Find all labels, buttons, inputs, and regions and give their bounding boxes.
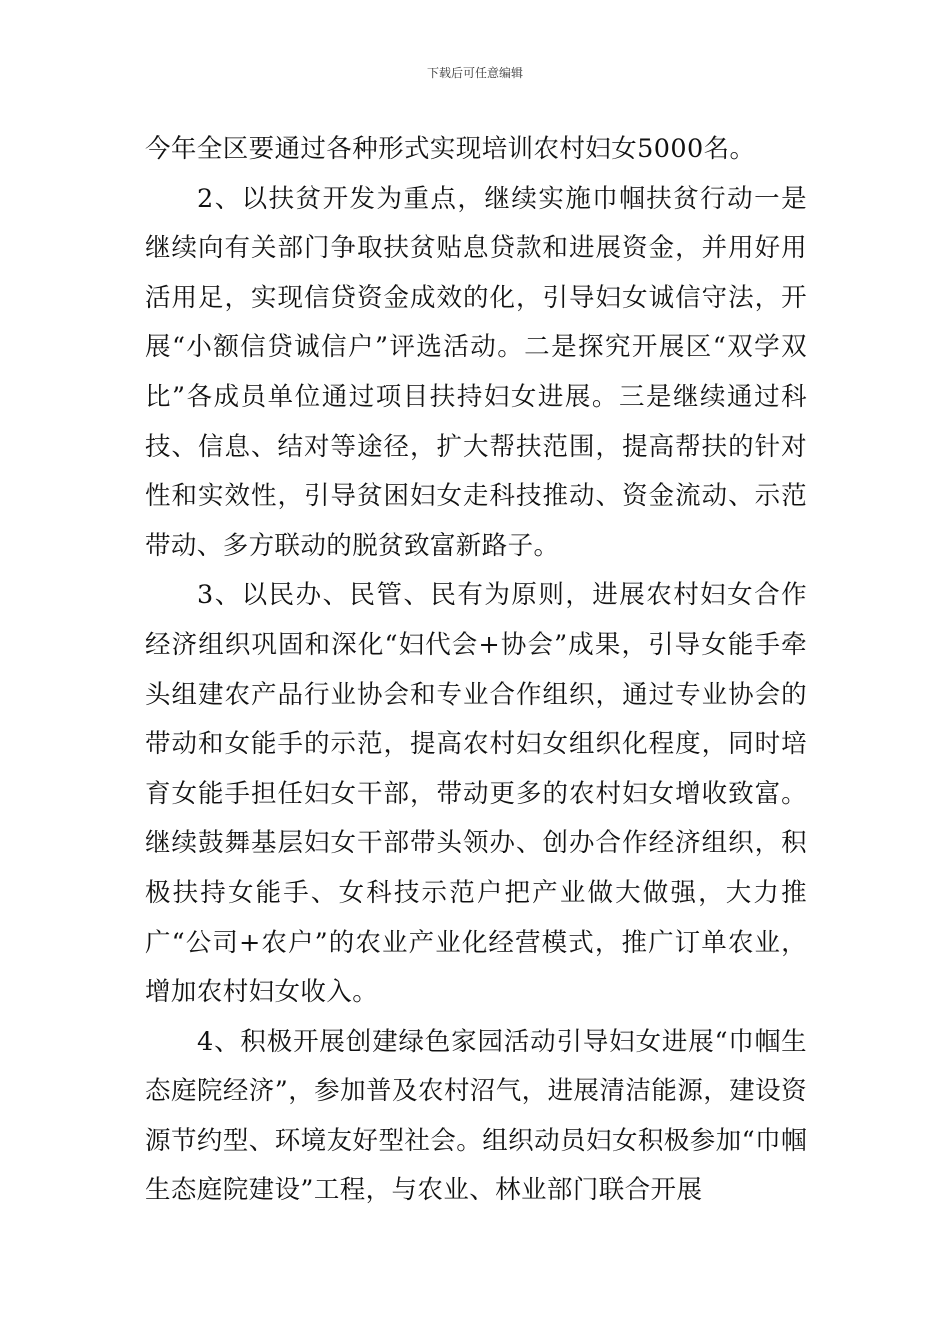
document-body bbox=[145, 125, 807, 1216]
page-header: 下载后可任意编辑 bbox=[426, 66, 523, 80]
paragraph-4: 4、积极开展创建绿色家园活动引导妇女进展“巾帼生态庭院经济”，参加普及农村沼气，进展清洁能源，建设资源节约型、环境友好型社会。组织动员妇女积极参加“巾帼生态庭院建设”工程，与农业、林业部门联合开展 bbox=[145, 1026, 807, 1206]
paragraph-2: 2、以扶贫开发为重点，继续实施巾帼扶贫行动一是继续向有关部门争取扶贫贴息贷款和进展资金，并用好用活用足，实现信贷资金成效的化，引导妇女诚信守法，开展“小额信贷诚信户”评选活动。二是探究开展区“双学双比”各成员单位通过项目扶持妇女进展。三是继续通过科技、信息、结对等途径，扩大帮扶范围，提高帮扶的针对性和实效性，引导贫困妇女走科技推动、资金流动、示范带动、多方联动的脱贫致富新路子。 bbox=[145, 183, 807, 561]
paragraph-1: 今年全区要通过各种形式实现培训农村妇女5000名。 bbox=[145, 134, 756, 164]
paragraph-3: 3、以民办、民管、民有为原则，进展农村妇女合作经济组织巩固和深化“妇代会+协会”成果，引导女能手牵头组建农产品行业协会和专业合作组织，通过专业协会的带动和女能手的示范，提高农村妇女组织化程度，同时培育女能手担任妇女干部，带动更多的农村妇女增收致富。继续鼓舞基层妇女干部带头领办、创办合作经济组织，积极扶持女能手、女科技示范户把产业做大做强，大力推广“公司+农户”的农业产业化经营模式，推广订单农业，增加农村妇女收入。 bbox=[145, 580, 807, 1008]
